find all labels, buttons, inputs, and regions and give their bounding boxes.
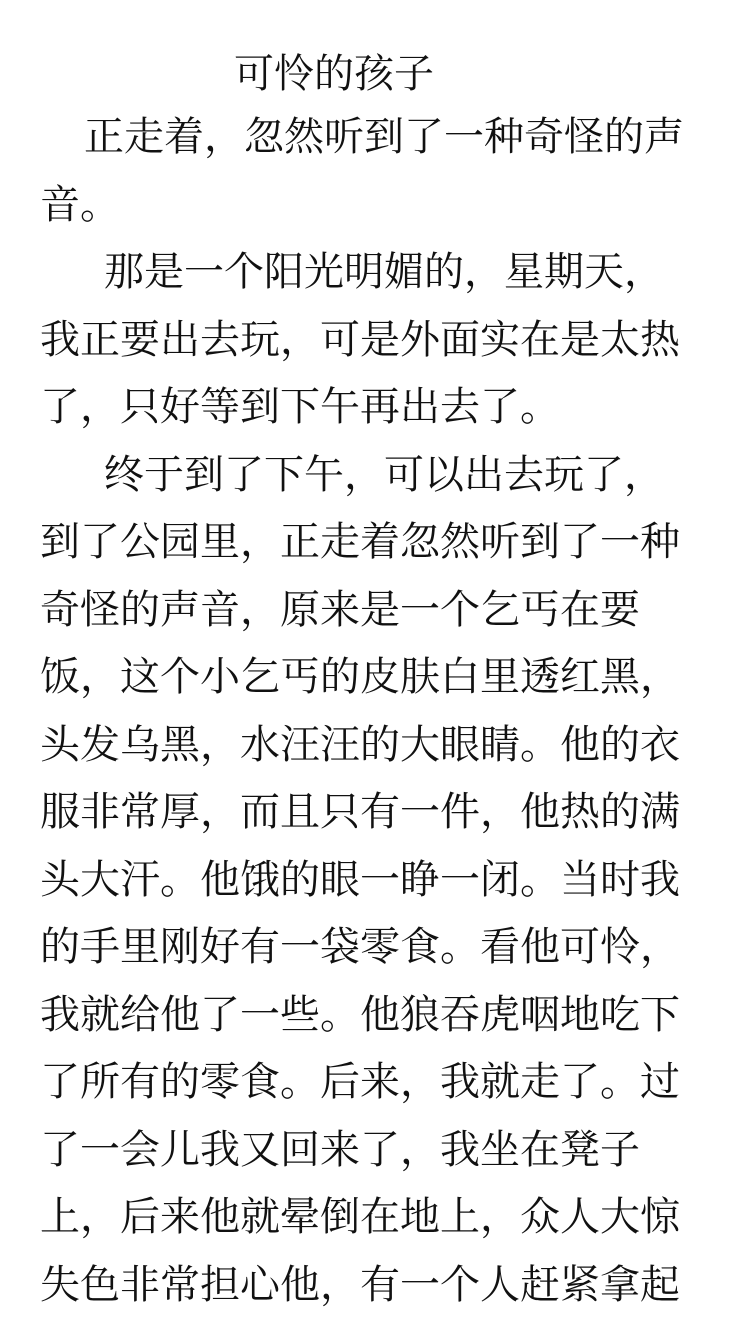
text-line: 饭，这个小乞丐的皮肤白里透红黑， [40, 654, 680, 700]
text-line: 的手里刚好有一袋零食。看他可怜， [40, 924, 680, 970]
text-line: 服非常厚，而且只有一件，他热的满 [40, 789, 680, 835]
text-line: 了一会儿我又回来了，我坐在凳子 [40, 1126, 640, 1173]
text-line: 正走着，忽然听到了一种奇怪的声 [84, 114, 684, 160]
text-line: 上，后来他就晕倒在地上，众人大惊 [40, 1194, 680, 1240]
text-line: 我正要出去玩，可是外面实在是太热 [40, 316, 680, 363]
text-line: 头发乌黑，水汪汪的大眼睛。他的衣 [40, 721, 680, 768]
text-line: 奇怪的声音，原来是一个乞丐在要 [40, 586, 640, 633]
text-line: 终于到了下午，可以出去玩了， [104, 451, 664, 498]
document-title: 可怜的孩子 [234, 51, 434, 97]
text-line: 那是一个阳光明媚的，星期天， [104, 249, 664, 295]
text-line: 头大汗。他饿的眼一睁一闭。当时我 [40, 856, 680, 903]
text-line: 到了公园里，正走着忽然听到了一种 [40, 519, 680, 565]
text-line: 了所有的零食。后来，我就走了。过 [40, 1059, 680, 1105]
text-line: 了，只好等到下午再出去了。 [40, 384, 560, 430]
text-line: 音。 [40, 181, 120, 228]
text-line: 我就给他了一些。他狼吞虎咽地吃下 [40, 991, 680, 1038]
text-line: 失色非常担心他，有一个人赶紧拿起 [40, 1261, 680, 1308]
document-body [40, 104, 720, 1319]
